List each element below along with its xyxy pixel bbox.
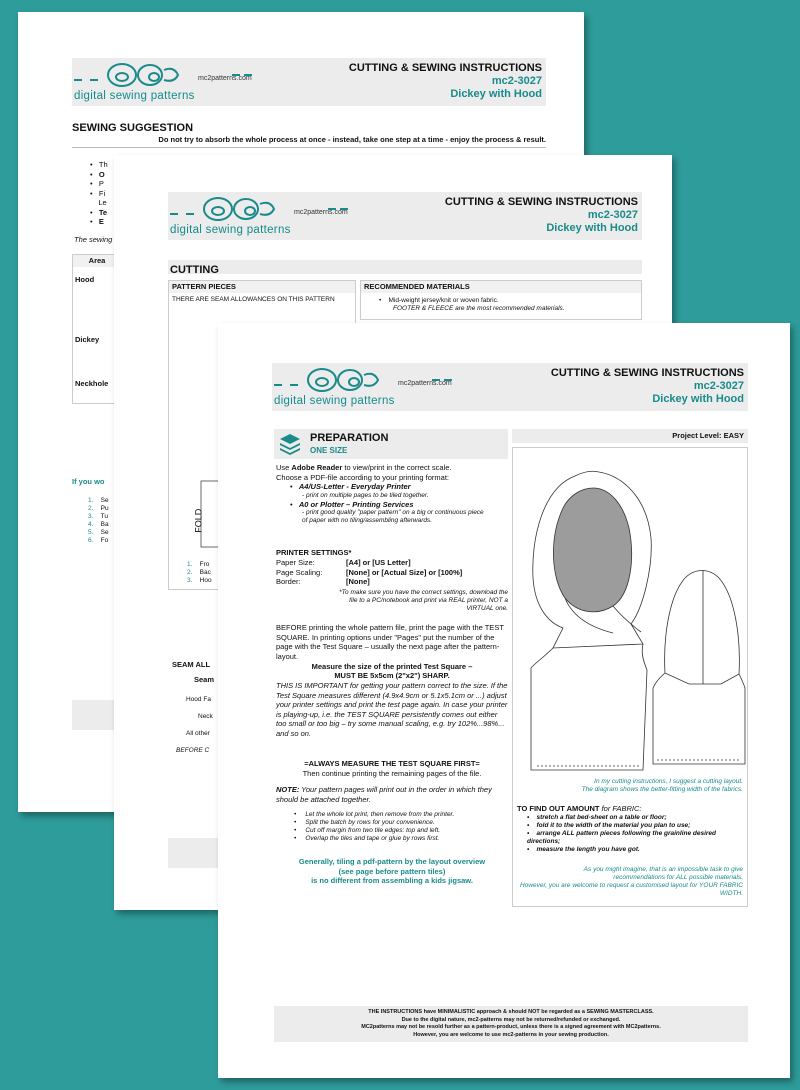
step-4: 4. Ba (88, 521, 109, 528)
pieces-title: PATTERN PIECES (169, 281, 355, 293)
printer-settings-title: PRINTER SETTINGS* (276, 548, 352, 557)
logo-tagline: digital sewing patterns (170, 224, 291, 236)
measure-line-1: Measure the size of the printed Test Square – (311, 662, 473, 671)
printer-settings-table (276, 558, 508, 587)
preparation-text (276, 463, 508, 525)
tip-4: • Overlap the tiles and tape or glue by rows first. (294, 835, 440, 842)
measure-line-2: MUST BE 5x5cm (2"x2") SHARP. (334, 671, 450, 680)
before-text: BEFORE C (176, 747, 210, 754)
seam-col: Seam (194, 675, 215, 684)
logo-tagline: digital sewing patterns (274, 395, 395, 407)
tip-1: • Let the whole lot print, then remove from the printer. (294, 811, 455, 818)
mc2-logo (272, 363, 472, 411)
logo-tagline: digital sewing patterns (74, 90, 195, 102)
page-header (272, 363, 748, 411)
step-3: 3. Tu (88, 513, 109, 520)
pattern-code: mc2-3027 (491, 75, 542, 87)
doc-title: CUTTING & SEWING INSTRUCTIONS (444, 196, 638, 208)
bullet-2: • O (90, 169, 105, 179)
mc2-logo (168, 192, 368, 240)
important-text: THIS IS IMPORTANT for getting your pattern correct to the size. If the Test Square measures different (4.9x4.9cm or 5.1x5.1cm or ...) adjust your printer settings and print the test page again. In case your printer is playing-up, i.e. the TEST SQUARE persistently comes out either too small or too big – try some manual scaling, e.g. try 102%...98%... and so on. (276, 681, 508, 738)
note-text: NOTE: Your pattern pages will print out in the order in which they should be attached together. (276, 785, 492, 804)
seam-row-1: Hood Fa (186, 696, 211, 703)
bullet-1: • Th (90, 160, 108, 169)
product-name: Dickey with Hood (546, 222, 638, 234)
help-link[interactable]: If you wo (72, 477, 105, 486)
page-header (72, 58, 546, 106)
preparation-heading-bar (274, 429, 508, 459)
fold-label: FOLD (193, 508, 204, 533)
bullet-4: • Fi (90, 188, 106, 198)
cutting-heading-bar (168, 260, 642, 274)
option-1-desc: - print on multiple pages to be tiled together. (302, 491, 429, 499)
materials-title: RECOMMENDED MATERIALS (361, 281, 641, 293)
legal-footer (274, 1006, 748, 1042)
pieces-note: THERE ARE SEAM ALLOWANCES ON THIS PATTERN (172, 295, 335, 303)
doc-title: CUTTING & SEWING INSTRUCTIONS (550, 367, 744, 379)
always-measure: =ALWAYS MEASURE THE TEST SQUARE FIRST= (304, 759, 480, 768)
bullet-4b: Le (98, 198, 107, 207)
area-neckhole: Neckhole (75, 379, 109, 388)
sewing-note: The sewing (74, 235, 113, 244)
section-heading: CUTTING (170, 264, 219, 276)
bullet-5: • Te (90, 207, 108, 217)
materials-line-1: • Mid-weight jersey/knit or woven fabric. (379, 296, 499, 304)
seam-row-2: Neck (198, 713, 213, 720)
intro-line-2: Choose a PDF-file according to your printing format: (276, 472, 449, 482)
tip-2: • Split the batch by rows for your convenience. (294, 819, 435, 826)
tiling-summary: Generally, tiling a pdf-pattern by the layout overview (see page before pattern tiles) is no different from assembling a kids jigsaw. (298, 857, 486, 885)
before-printing-text: BEFORE printing the whole pattern file, print the page with the TEST SQUARE. In printing options under "Pages" put the number of the page with the Test Square – usually the next page after the pattern-layout. (276, 623, 504, 661)
option-2: • A0 or Plotter – Printing Services (290, 499, 414, 509)
seam-row-3: All other (186, 730, 210, 737)
product-name: Dickey with Hood (652, 393, 744, 405)
fabric-steps (527, 814, 743, 854)
fabric-step-1: • stretch a flat bed-sheet on a table or floor; (527, 814, 667, 821)
project-level-bar (512, 429, 748, 443)
mc2-logo (72, 58, 272, 106)
fabric-note: As you might imagine, that is an impossible task to give recommendations for ALL possible materials. However, you are welcome to request a customised layout for YOUR FABRIC WIDTH. (519, 866, 743, 897)
bullet-6: • E (90, 217, 104, 226)
logo-url: mc2patterns.com (398, 380, 452, 387)
instruction-page-preparation (218, 323, 790, 1078)
piece-3: 3. Hoo (187, 577, 212, 584)
fabric-step-4: • measure the length you have got. (527, 846, 640, 853)
section-subheading: Do not try to absorb the whole process at once - instead, take one step at a time - enjoy the process & result. (72, 135, 546, 148)
setting-border: Border: [None] (276, 577, 370, 586)
fabric-amount-title: TO FIND OUT AMOUNT for FABRIC: (517, 804, 642, 813)
footer-bar (168, 838, 218, 868)
bullet-3: • P (90, 179, 104, 188)
intro-line-1: Use Adobe Reader to view/print in the correct scale. (276, 463, 452, 472)
footer-line-1: THE INSTRUCTIONS have MINIMALISTIC approach & should NOT be regarded as a SEWING MASTERCLASS. (368, 1009, 654, 1015)
table-header: Area (73, 255, 121, 267)
diagram-caption: In my cutting instructions, I suggest a cutting layout. The diagram shows the better-fitting width of the fabrics. (581, 778, 743, 793)
section-heading: SEWING SUGGESTION (72, 122, 194, 134)
fabric-step-2: • fold it to the width of the material you plan to use; (527, 822, 691, 829)
fabric-step-3: • arrange ALL pattern pieces following the grainline desired directions; (527, 830, 717, 845)
setting-paper-size: Paper Size: [A4] or [US Letter] (276, 558, 411, 567)
piece-1: 1. Fro (187, 561, 210, 568)
option-1: • A4/US-Letter - Everyday Printer (290, 482, 411, 491)
tip-3: • Cut off margin from two tile edges: top and left. (294, 827, 441, 834)
page-header (168, 192, 642, 240)
pattern-code: mc2-3027 (587, 209, 638, 221)
setting-page-scaling: Page Scaling: [None] or [Actual Size] or [100%] (276, 567, 463, 577)
tiling-tips (294, 811, 508, 843)
dickey-hood-illustration (513, 448, 747, 778)
area-dickey: Dickey (75, 335, 100, 344)
project-level: Project Level: EASY (672, 431, 744, 440)
footer-line-2: Due to the digital nature, mc2-patterns may not be returned/refunded or exchanged. (401, 1016, 621, 1023)
garment-diagram-panel (512, 447, 748, 907)
layers-icon (278, 432, 302, 456)
step-6: 6. Fo (88, 537, 109, 544)
continue-printing: Then continue printing the remaining pages of the file. (302, 769, 482, 778)
step-5: 5. Se (88, 529, 109, 536)
footer-line-4: However, you are welcome to use mc2-patterns in your sewing production. (413, 1031, 609, 1038)
area-hood: Hood (75, 275, 95, 284)
preparation-title: PREPARATION (310, 432, 389, 444)
settings-note: *To make sure you have the correct settings, download the file to a PC/notebook and print via REAL printer, NOT a VIRTUAL one. (339, 589, 508, 612)
pattern-code: mc2-3027 (693, 380, 744, 392)
materials-panel (360, 280, 642, 320)
materials-line-2: FOOTER & FLEECE are the most recommended materials. (393, 304, 565, 312)
doc-title: CUTTING & SEWING INSTRUCTIONS (348, 62, 542, 74)
logo-url: mc2patterns.com (294, 209, 348, 216)
seam-title: SEAM ALL (172, 660, 211, 669)
product-name: Dickey with Hood (450, 88, 542, 100)
logo-url: mc2patterns.com (198, 75, 252, 82)
piece-2: 2. Bac (187, 569, 211, 576)
step-2: 2. Pu (88, 505, 109, 512)
size-label: ONE SIZE (310, 446, 348, 455)
footer-line-3: MC2patterns may not be resold further as a pattern-product, unless there is a signed agreement with MC2patterns. (361, 1024, 661, 1030)
step-1: 1. Se (88, 497, 109, 504)
option-2-desc: - print good quality "paper pattern" on a big or continuous piece of paper with no tiling/assembling afterwards. (302, 509, 484, 524)
